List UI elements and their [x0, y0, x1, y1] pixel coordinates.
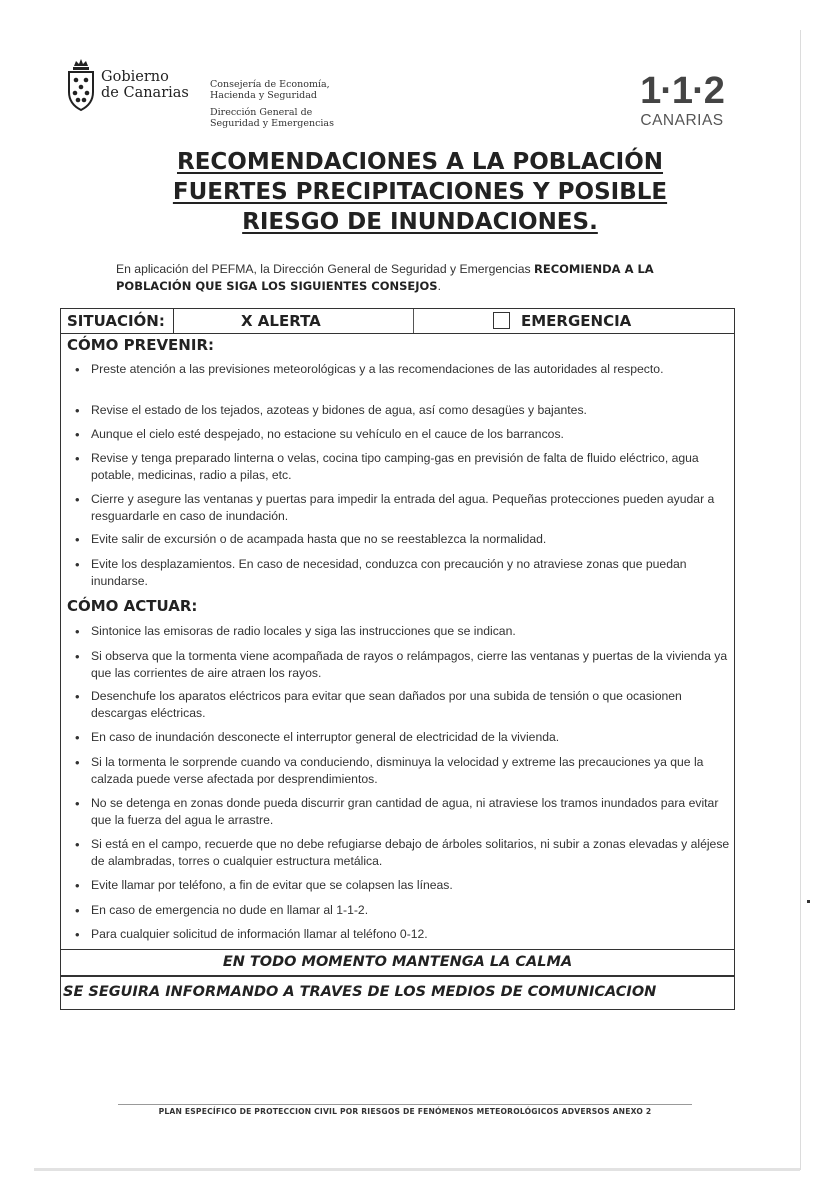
- situation-label: SITUACIÓN:: [67, 312, 165, 330]
- logo-112-number: 1·1·2: [640, 70, 724, 112]
- calm-banner: EN TODO MOMENTO MANTENGA LA CALMA: [60, 950, 735, 976]
- list-item: • Si está en el campo, recuerde que no debe refugiarse debajo de árboles solitarios, ni subir a zonas elevadas y aléjese de alambradas, torres o cualquier estructura metálica.: [91, 836, 731, 870]
- gobierno-name: [101, 69, 189, 101]
- logo-112-text: CANARIAS: [640, 112, 724, 129]
- list-item: • Preste atención a las previsiones meteorológicas y a las recomendaciones de las autoridades al respecto.: [91, 361, 731, 378]
- emergencia-option: EMERGENCIA: [521, 312, 632, 330]
- recommendations-box: [60, 308, 735, 950]
- list-item: • Evite salir de excursión o de acampada hasta que no se reestablezca la normalidad.: [91, 531, 731, 548]
- intro-bold: RECOMIENDA A LA POBLACIÓN QUE SIGA LOS SIGUIENTES CONSEJOS: [116, 262, 654, 293]
- prevenir-heading: CÓMO PREVENIR:: [67, 336, 214, 354]
- list-item: • Revise el estado de los tejados, azoteas y bidones de agua, así como desagües y bajantes.: [91, 402, 731, 419]
- title-line: FUERTES PRECIPITACIONES Y POSIBLE: [172, 179, 668, 205]
- gobierno-canarias-logo: [66, 58, 189, 112]
- divider: [173, 309, 174, 333]
- scan-edge: [800, 30, 801, 1170]
- intro-text: En aplicación del PEFMA, la Dirección General de Seguridad y Emergencias: [116, 262, 534, 276]
- footer-divider: [118, 1104, 692, 1105]
- scan-edge: [34, 1168, 800, 1171]
- footer-text: PLAN ESPECÍFICO DE PROTECCION CIVIL POR RIESGOS DE FENÓMENOS METEOROLÓGICOS ADVERSOS ANEXO 2: [158, 1107, 652, 1116]
- intro-end: .: [437, 279, 441, 293]
- gov-name-line: Gobierno: [101, 69, 169, 85]
- divider: [413, 309, 414, 333]
- list-item: • En caso de inundación desconecte el interruptor general de electricidad de la vivienda.: [91, 729, 731, 746]
- direccion-line: Seguridad y Emergencias: [210, 118, 334, 129]
- scan-mark: [807, 900, 810, 903]
- list-item: • Sintonice las emisoras de radio locales y siga las instrucciones que se indican.: [91, 623, 731, 640]
- department-text: [210, 79, 334, 129]
- list-item: • Si observa que la tormenta viene acompañada de rayos o relámpagos, cierre las ventanas y puertas de la vivienda ya que las corrientes de aire atraen los rayos.: [91, 648, 731, 682]
- direccion-line: Dirección General de: [210, 107, 313, 118]
- info-banner: SE SEGUIRA INFORMANDO A TRAVES DE LOS MEDIOS DE COMUNICACION: [60, 976, 735, 1010]
- list-item: • Si la tormenta le sorprende cuando va conduciendo, disminuya la velocidad y extreme las precauciones ya que la calzada puede verse afectada por desprendimientos.: [91, 754, 731, 788]
- title-line: RIESGO DE INUNDACIONES.: [242, 209, 598, 235]
- emergencia-checkbox: [493, 312, 510, 329]
- intro-paragraph: [116, 261, 696, 295]
- logo-112-canarias: [632, 72, 732, 130]
- list-item: • Revise y tenga preparado linterna o velas, cocina tipo camping-gas en previsión de falta de fluido eléctrico, agua potable, medicinas, radio a pilas, etc.: [91, 450, 731, 484]
- list-item: • Evite llamar por teléfono, a fin de evitar que se colapsen las líneas.: [91, 877, 731, 894]
- list-item: • Desenchufe los aparatos eléctricos para evitar que sean dañados por una subida de tensión o que ocasionen descargas eléctricas.: [91, 688, 731, 722]
- consejeria-line: Hacienda y Seguridad: [210, 90, 317, 101]
- list-item: • Aunque el cielo esté despejado, no estacione su vehículo en el cauce de los barrancos.: [91, 426, 731, 443]
- list-item: • En caso de emergencia no dude en llamar al 1-1-2.: [91, 902, 731, 919]
- coat-of-arms-icon: [66, 58, 96, 112]
- situation-row: [61, 309, 734, 334]
- actuar-heading: CÓMO ACTUAR:: [67, 597, 198, 615]
- list-item: • Evite los desplazamientos. En caso de necesidad, conduzca con precaución y no atraviese zonas que puedan inundarse.: [91, 556, 731, 590]
- alerta-option: X ALERTA: [241, 312, 321, 330]
- list-item: • Cierre y asegure las ventanas y puertas para impedir la entrada del agua. Pequeñas protecciones pueden ayudar a resguardarle en caso de inundación.: [91, 491, 731, 525]
- document-title: [120, 147, 720, 237]
- consejeria-line: Consejería de Economía,: [210, 79, 330, 90]
- gov-name-line: de Canarias: [101, 85, 189, 101]
- title-line: RECOMENDACIONES A LA POBLACIÓN: [176, 149, 664, 175]
- list-item: • No se detenga en zonas donde pueda discurrir gran cantidad de agua, ni atraviese los tramos inundados para evitar que la fuerza del agua le arrastre.: [91, 795, 731, 829]
- list-item: • Para cualquier solicitud de información llamar al teléfono 0-12.: [91, 926, 731, 943]
